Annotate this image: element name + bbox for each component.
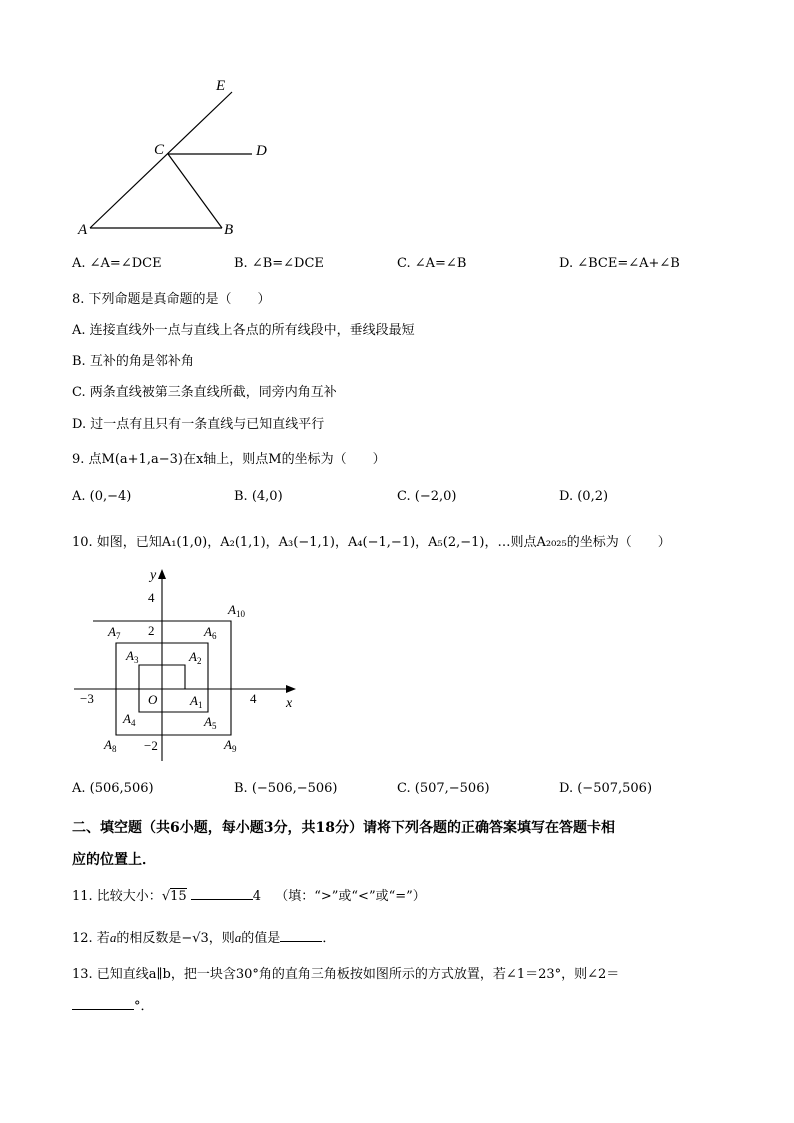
point-A8: $A_8$: [104, 737, 117, 754]
q12-mid2: ，则: [208, 931, 235, 946]
q9-option-c[interactable]: C. (−2,0): [397, 489, 457, 504]
triangle-figure: [70, 70, 290, 245]
q11-answer-blank[interactable]: [191, 899, 253, 900]
q12-answer-blank[interactable]: [280, 941, 322, 942]
q9-stem: 9. 点M(a+1,a−3)在x轴上，则点M的坐标为（ ）: [72, 452, 386, 467]
tick-y2: 2: [148, 623, 155, 638]
q11-compare-value: 4: [252, 889, 262, 904]
q13-answer-blank[interactable]: [72, 1009, 134, 1010]
label-C: C: [154, 142, 165, 158]
q9-option-d[interactable]: D. (0,2): [559, 489, 609, 504]
point-A10: $A_{10}$: [228, 602, 245, 619]
q8-option-d[interactable]: D. 过一点有且只有一条直线与已知直线平行: [72, 417, 325, 432]
tick-y4: 4: [148, 590, 155, 605]
section-2-heading-line2: 应的位置上．: [72, 852, 156, 868]
q12-prefix: 12. 若: [72, 931, 110, 946]
q13-line2: [72, 995, 154, 1014]
tick-x4: 4: [250, 691, 257, 706]
point-A6: $A_6$: [204, 624, 217, 641]
q8-option-a[interactable]: A. 连接直线外一点与直线上各点的所有线段中，垂线段最短: [72, 323, 415, 338]
label-B: B: [224, 222, 234, 238]
point-A7: $A_7$: [108, 624, 121, 641]
q7-option-b[interactable]: B. ∠B=∠DCE: [234, 256, 324, 271]
label-E: E: [216, 78, 226, 94]
q7-option-c[interactable]: C. ∠A=∠B: [397, 256, 467, 271]
label-A: A: [78, 222, 88, 238]
point-A5: $A_5$: [204, 714, 217, 731]
y-axis-label: y: [150, 568, 157, 583]
q12-value: −√3: [181, 931, 209, 946]
section-2-heading-line1: 二、填空题（共6小题，每小题3分，共18分）请将下列各题的正确答案填写在答题卡相: [72, 820, 615, 836]
q12-mid: 的相反数是: [116, 931, 182, 946]
q11-note: （填：“>”或“<”或“=”）: [275, 889, 426, 904]
q11-prefix: 11. 比较大小：: [72, 889, 162, 904]
q10-option-a[interactable]: A. (506,506): [72, 781, 154, 796]
q10-option-c[interactable]: C. (507,−506): [397, 781, 490, 796]
q10-stem: 10. 如图，已知A₁(1,0)，A₂(1,1)，A₃(−1,1)，A₄(−1,−1)，A₅(2,−1)，…则点A₂₀₂₅的坐标为（ ）: [72, 535, 671, 550]
q13-line1: 13. 已知直线a∥b，把一块含30°角的直角三角板按如图所示的方式放置，若∠1＝23°，则∠2＝: [72, 967, 620, 982]
q8-option-c[interactable]: C. 两条直线被第三条直线所截，同旁内角互补: [72, 385, 337, 400]
q8-stem: 8. 下列命题是真命题的是（ ）: [72, 292, 271, 307]
x-axis-label: x: [286, 696, 293, 711]
point-A2: $A_2$: [189, 649, 202, 666]
q11: [72, 885, 426, 904]
q10-option-d[interactable]: D. (−507,506): [559, 781, 653, 796]
point-A4: $A_4$: [123, 711, 136, 728]
coordinate-spiral-figure: [66, 565, 306, 765]
q10-option-b[interactable]: B. (−506,−506): [234, 781, 338, 796]
origin-label: O: [148, 692, 158, 707]
tick-y-2: −2: [144, 738, 158, 753]
q12-var: a: [109, 930, 117, 945]
sqrt-sign: √: [161, 889, 171, 904]
q7-option-a[interactable]: A. ∠A=∠DCE: [72, 256, 162, 271]
tick-x-3: −3: [80, 691, 94, 706]
q12-var2: a: [234, 930, 242, 945]
point-A1: $A_1$: [190, 693, 203, 710]
q7-option-d[interactable]: D. ∠BCE=∠A+∠B: [559, 256, 680, 271]
q12-end: 的值是: [241, 931, 281, 946]
point-A3: $A_3$: [126, 648, 139, 665]
q8-option-b[interactable]: B. 互补的角是邻补角: [72, 354, 194, 369]
q13-end: °．: [134, 999, 154, 1014]
q12: [72, 927, 335, 946]
point-A9: $A_9$: [224, 737, 237, 754]
q9-option-b[interactable]: B. (4,0): [234, 489, 283, 504]
q12-dot: ．: [322, 931, 336, 946]
q11-radicand: 15: [170, 889, 187, 904]
q9-option-a[interactable]: A. (0,−4): [72, 489, 132, 504]
label-D: D: [256, 143, 267, 159]
